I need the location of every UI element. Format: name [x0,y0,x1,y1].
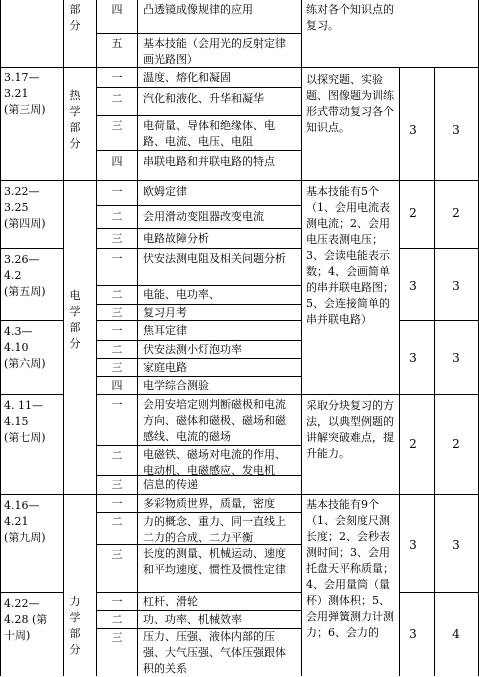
week-date: 3.22— 3.25 (第四周) [4,185,46,230]
row-divider [399,248,479,249]
item-number: 一 [111,252,123,265]
item-number: 三 [111,478,123,491]
row-divider [96,150,301,151]
hours-cell: 2 [409,437,417,451]
row-divider [96,33,301,34]
hours-cell: 2 [409,206,417,220]
topic-cell: 多彩物质世界，质量，密度 [143,497,275,510]
row-divider [0,592,63,593]
hours-cell: 3 [452,279,460,293]
method-cell: 基本技能有9个（1、会刻度尺测长度；2、会秒表测时间；3、会用托盘天平称质量；4、会用量筒（量杯）测体积；5、会用弹簧测力计测力；6、会力的 [306,498,394,639]
row-divider [0,180,479,181]
row-divider [399,592,479,593]
method-cell: 采取分块复习的方法，以典型例题的讲解突破难点，提升能力。 [306,399,394,460]
item-number: 一 [111,185,123,198]
week-date: 4.22— 4.28 (第 十周) [4,597,48,642]
item-number: 二 [111,613,123,626]
topic-cell: 伏安法测小灯泡功率 [143,343,242,356]
part-label-heat: 热 学 部 分 [69,89,81,150]
row-divider [301,394,479,395]
column-divider [301,0,302,676]
item-number: 二 [111,449,123,462]
hours-cell: 3 [409,279,417,293]
hours-cell: 2 [452,206,460,220]
row-divider [399,320,479,321]
item-number: 四 [111,155,123,168]
week-date: 4.16— 4.21 (第九周) [4,499,46,544]
hours-cell: 3 [409,627,417,641]
item-number: 二 [111,515,123,528]
topic-cell: 压力、压强、液体内部的压强、大气压强、气体压强跟体积的关系 [143,630,286,675]
column-divider [137,0,138,676]
topic-cell: 复习月考 [143,306,187,319]
item-number: 二 [111,343,123,356]
topic-cell: 信息的传递 [143,478,198,491]
topic-cell: 凸透镜成像规律的应用 [143,3,253,16]
item-number: 一 [111,595,123,608]
hours-cell: 3 [452,538,460,552]
topic-cell: 电学综合测验 [143,379,209,392]
part-label-electric: 电 学 部 分 [69,289,81,350]
item-number: 三 [111,631,123,644]
row-divider [96,445,301,446]
row-divider [96,610,301,611]
row-divider [96,248,301,249]
row-divider [0,248,63,249]
item-number: 三 [111,119,123,132]
topic-cell: 会用安培定则判断磁极和电流方向、磁体和磁极、磁场和磁感线、电流的磁场 [143,398,286,443]
topic-cell: 电磁铁、磁场对电流的作用、电动机、电磁感应、发电机 [143,448,286,477]
row-divider [96,228,301,229]
row-divider [96,592,301,593]
row-divider [96,358,301,359]
hours-cell: 3 [452,123,460,137]
week-date: 3.17— 3.21 (第三周) [4,71,46,116]
hours-cell: 4 [452,627,460,641]
item-number: 二 [111,210,123,223]
row-divider [0,394,63,395]
row-divider [96,205,301,206]
table-border-left [0,0,1,676]
method-cell: 以探究题、实验题、图像题为训练形式带动复习各个知识点。 [306,73,394,134]
hours-cell: 3 [452,351,460,365]
topic-cell: 电能、电功率、 [143,288,220,301]
topic-cell: 长度的测量、机械运动、速度和平均速度、惯性及惯性定律 [143,547,286,576]
topic-cell: 串联电路和并联电路的特点 [143,155,275,168]
column-divider [399,67,400,676]
row-divider [96,87,301,88]
row-divider [96,115,301,116]
method-cell: 练对各个知识点的复习。 [306,3,394,32]
item-number: 一 [111,324,123,337]
row-divider [0,320,63,321]
column-divider [434,67,435,676]
row-divider [96,376,301,377]
item-number: 四 [111,3,123,16]
topic-cell: 电路故障分析 [143,232,209,245]
hours-cell: 3 [409,351,417,365]
part-label: 部 分 [69,3,81,32]
row-divider [96,512,301,513]
topic-cell: 功、功率、机械效率 [143,613,242,626]
week-date: 3.26— 4.2 (第五周) [4,253,46,298]
topic-cell: 温度、熔化和凝固 [143,71,231,84]
topic-cell: 基本技能（会用光的反射定律画光路图） [143,37,286,66]
topic-cell: 电荷量、导体和绝缘体、电路、电流、电压、电阻 [143,119,275,148]
topic-cell: 力的概念、重力、同一直线上二力的合成、二力平衡 [143,515,286,544]
row-divider [96,394,301,395]
item-number: 一 [111,71,123,84]
week-date: 4.3— 4.10 (第六周) [4,325,46,370]
part-label-mechanics: 力 学 部 分 [69,595,81,656]
row-divider [96,285,301,286]
row-divider [0,494,479,495]
topic-cell: 杠杆、滑轮 [143,595,198,608]
item-number: 四 [111,379,123,392]
topic-cell: 伏安法测电阻及相关问题分析 [143,252,286,265]
topic-cell: 焦耳定律 [143,324,187,337]
item-number: 二 [111,92,123,105]
item-number: 三 [111,548,123,561]
method-cell: 基本技能有5个（1、会用电流表测电流；2、会用电压表测电压；3、会读电能表示数；4、会画简单的串并联电路图；5、会连接简单的串并联电路） [306,185,394,326]
hours-cell: 3 [409,538,417,552]
item-number: 三 [111,361,123,374]
item-number: 五 [111,37,123,50]
week-date: 4. 11— 4.15 (第七周) [4,399,46,444]
item-number: 一 [111,497,123,510]
column-divider [63,0,64,676]
hours-cell: 2 [452,437,460,451]
item-number: 一 [111,398,123,411]
topic-cell: 汽化和液化、升华和凝华 [143,92,264,105]
topic-cell: 会用滑动变阻器改变电流 [143,210,264,223]
item-number: 三 [111,232,123,245]
topic-cell: 欧姆定律 [143,185,187,198]
column-divider [96,0,97,676]
hours-cell: 3 [409,123,417,137]
topic-cell: 家庭电路 [143,361,187,374]
item-number: 二 [111,288,123,301]
item-number: 三 [111,306,123,319]
row-divider [96,340,301,341]
